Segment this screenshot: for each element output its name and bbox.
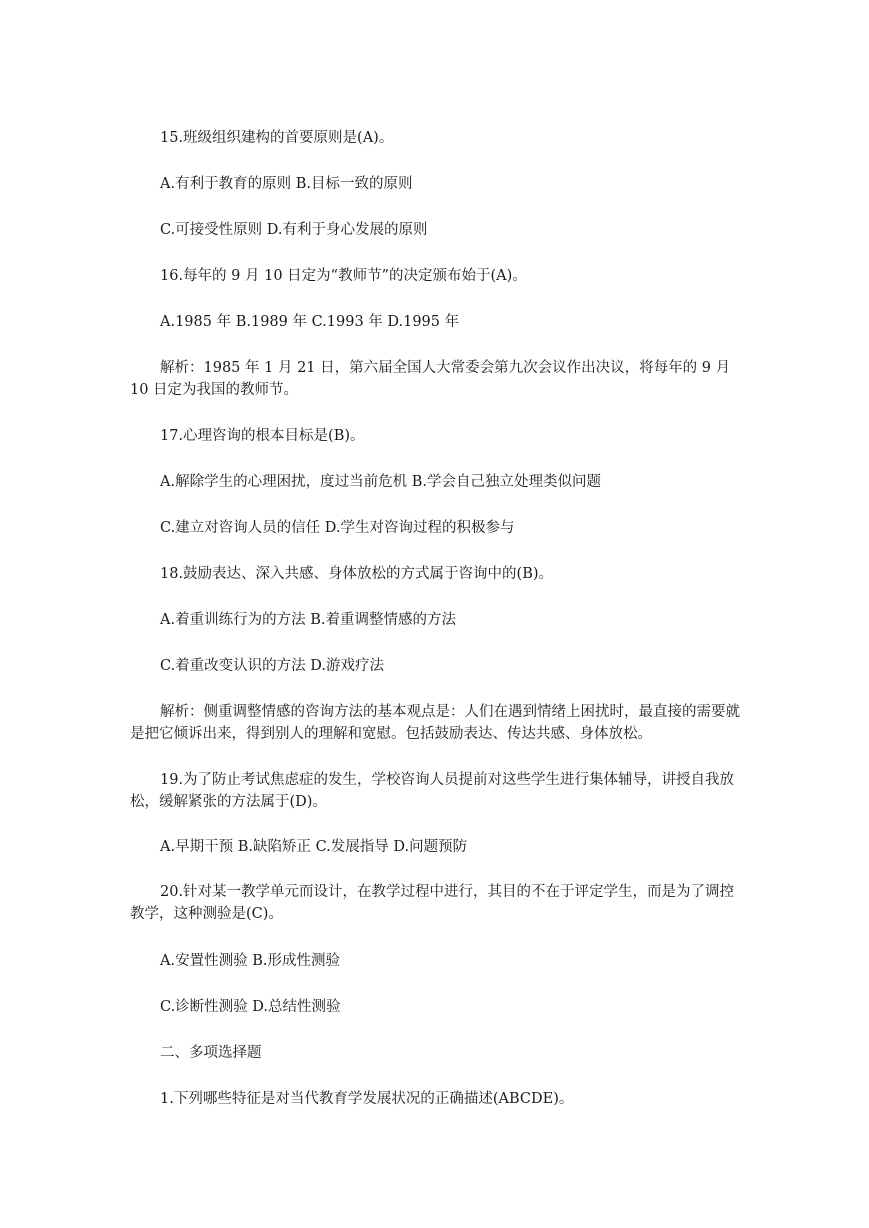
question-15-options-cd: C.可接受性原则 D.有利于身心发展的原则: [160, 222, 428, 238]
question-18-analysis: 解析：侧重调整情感的咨询方法的基本观点是：人们在遇到情绪上困扰时，最直接的需要就是把它倾诉出来，得到别人的理解和宽慰。包括鼓励表达、传达共感、身体放松。: [130, 704, 740, 742]
question-18-options-ab: A.着重训练行为的方法 B.着重调整情感的方法: [160, 612, 456, 628]
question-17-options-ab: A.解除学生的心理困扰，度过当前危机 B.学会自己独立处理类似问题: [160, 474, 601, 490]
question-18-options-cd: C.着重改变认识的方法 D.游戏疗法: [160, 658, 385, 674]
question-20-options-ab: A.安置性测验 B.形成性测验: [160, 953, 340, 969]
question-15-options-ab: A.有利于教育的原则 B.目标一致的原则: [160, 176, 413, 192]
multi-question-1: 1.下列哪些特征是对当代教育学发展状况的正确描述(ABCDE)。: [160, 1091, 574, 1107]
question-20: 20.针对某一教学单元而设计，在教学过程中进行，其目的不在于评定学生，而是为了调控教学，这种测验是(C)。: [130, 884, 735, 922]
question-16-analysis: 解析：1985 年 1 月 21 日，第六届全国人大常委会第九次会议作出决议，将每年的 9 月 10 日定为我国的教师节。: [130, 360, 731, 398]
question-16: 16.每年的 9 月 10 日定为“教师节”的决定颁布始于(A)。: [160, 268, 527, 284]
question-16-options: A.1985 年 B.1989 年 C.1993 年 D.1995 年: [160, 314, 460, 330]
question-18: 18.鼓励表达、深入共感、身体放松的方式属于咨询中的(B)。: [160, 566, 554, 582]
question-20-options-cd: C.诊断性测验 D.总结性测验: [160, 999, 341, 1015]
question-17-options-cd: C.建立对咨询人员的信任 D.学生对咨询过程的积极参与: [160, 520, 515, 536]
question-17: 17.心理咨询的根本目标是(B)。: [160, 428, 365, 444]
question-15: 15.班级组织建构的首要原则是(A)。: [160, 130, 394, 146]
section-heading-multiple-choice: 二、多项选择题: [160, 1045, 262, 1061]
question-19: 19.为了防止考试焦虑症的发生，学校咨询人员提前对这些学生进行集体辅导，讲授自我放松，缓解紧张的方法属于(D)。: [130, 772, 735, 810]
question-19-options: A.早期干预 B.缺陷矫正 C.发展指导 D.问题预防: [160, 839, 468, 855]
